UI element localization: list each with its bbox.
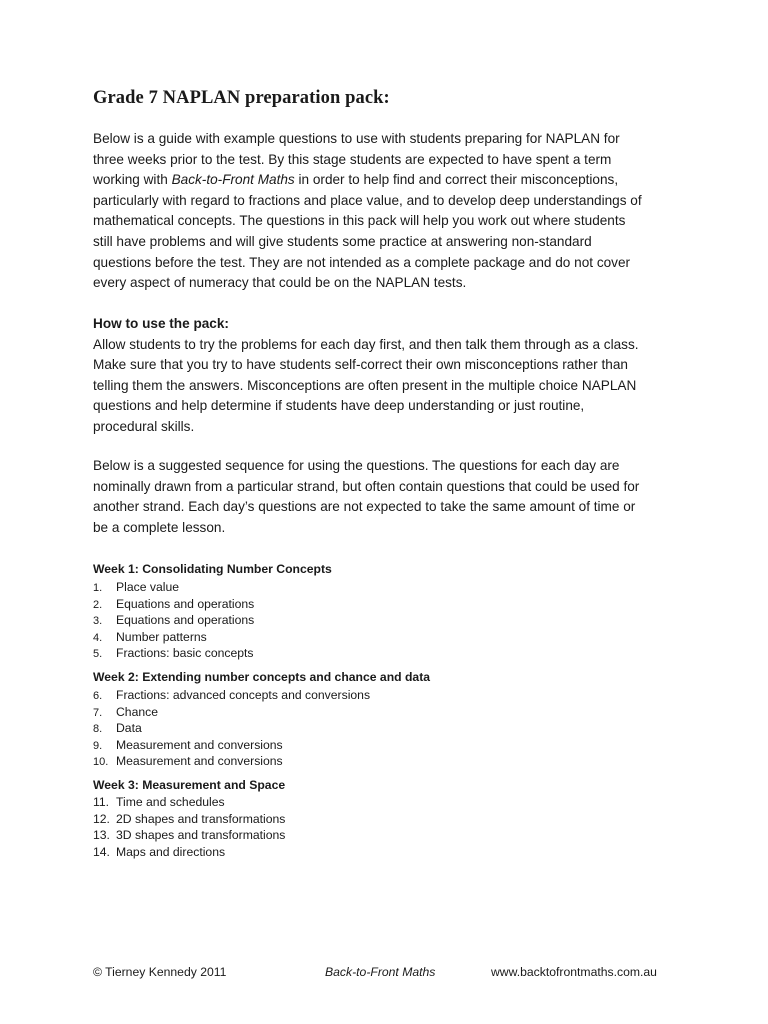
item-number: 7. (93, 706, 103, 719)
copyright-text: © Tierney Kennedy 2011 (93, 965, 227, 979)
list-item (93, 794, 285, 811)
intro-text: working with (93, 172, 172, 188)
brand-name: Back-to-Front Maths (325, 965, 436, 979)
how-to-use-line: procedural skills. (93, 418, 195, 434)
list-item (93, 579, 254, 596)
item-label: Place value (116, 580, 180, 594)
intro-line: still have problems and will give students some practice at answering non-standard (93, 233, 592, 249)
sequence-line: nominally drawn from a particular strand, but often contain questions that could be used for (93, 478, 640, 494)
item-label: Measurement and conversions (116, 754, 283, 768)
item-label: Measurement and conversions (116, 737, 283, 752)
how-to-use-line: Make sure that you try to have students self-correct their own misconceptions rather than (93, 357, 628, 373)
item-label: 3D shapes and transformations (116, 828, 286, 842)
item-label: Number patterns (116, 629, 207, 644)
intro-line: particularly with regard to fractions and place value, and to develop deep understandings of (93, 192, 642, 208)
item-number: 13. (93, 828, 110, 842)
page-footer (93, 963, 683, 981)
sequence-line: be a complete lesson. (93, 519, 226, 535)
list-item (93, 827, 285, 844)
how-to-use-heading: How to use the pack: (93, 316, 229, 331)
item-number: 12. (93, 811, 110, 826)
list-item (93, 844, 285, 861)
sequence-line: Below is a suggested sequence for using the questions. The questions for each day are (93, 458, 620, 473)
intro-line: questions before the test. They are not intended as a complete package and do not cover (93, 254, 631, 270)
list-item (93, 687, 370, 704)
item-number: 10. (93, 756, 109, 768)
list-item (93, 737, 370, 754)
book-title: Back-to-Front Maths (171, 172, 295, 188)
week-2-heading: Week 2: Extending number concepts and chance and data (93, 670, 431, 684)
intro-line: three weeks prior to the test. By this stage students are expected to have spent a term (93, 151, 612, 167)
intro-line: mathematical concepts. The questions in this pack will help you work out where students (93, 213, 626, 229)
item-label: Maps and directions (116, 844, 226, 859)
item-number: 1. (93, 582, 103, 594)
item-label: Chance (116, 704, 159, 719)
item-number: 8. (93, 723, 103, 735)
list-item (93, 629, 254, 646)
list-item (93, 811, 285, 828)
week-3-heading: Week 3: Measurement and Space (93, 778, 286, 792)
list-item (93, 720, 370, 737)
week-1-heading: Week 1: Consolidating Number Concepts (93, 562, 332, 576)
list-item (93, 596, 254, 613)
item-number: 11. (93, 795, 110, 809)
item-label: Equations and operations (116, 613, 255, 627)
intro-line: every aspect of numeracy that could be on the NAPLAN tests. (93, 275, 467, 291)
page-title: Grade 7 NAPLAN preparation pack: (93, 88, 390, 108)
how-to-use-line: questions and help determine if students have deep understanding or just routine, (93, 398, 585, 414)
list-item (93, 753, 370, 770)
item-label: Time and schedules (116, 795, 225, 809)
item-label: Fractions: advanced concepts and conversions (116, 688, 371, 702)
sequence-paragraph (93, 456, 683, 538)
intro-text: in order to help find and correct their misconceptions, (294, 172, 619, 188)
item-number: 2. (93, 598, 103, 611)
week-1-list (93, 579, 254, 662)
item-number: 9. (93, 739, 103, 752)
item-number: 5. (93, 648, 103, 660)
intro-line (93, 170, 683, 191)
how-to-use-line: Allow students to try the problems for each day first, and then talk them through as a class. (93, 336, 639, 352)
item-label: Equations and operations (116, 596, 255, 611)
intro-line: Below is a guide with example questions to use with students preparing for NAPLAN for (93, 131, 620, 146)
list-item (93, 704, 370, 721)
list-item (93, 645, 254, 662)
sequence-line: another strand. Each day’s questions are not expected to take the same amount of time or (93, 499, 636, 515)
how-to-use-section (93, 314, 683, 438)
week-2-list (93, 687, 370, 770)
website-url: www.backtofrontmaths.com.au (491, 965, 657, 979)
intro-paragraph (93, 129, 683, 294)
item-number: 14. (93, 844, 110, 859)
item-label: Data (116, 721, 142, 735)
item-number: 6. (93, 690, 103, 702)
item-number: 4. (93, 631, 103, 644)
list-item (93, 612, 254, 629)
item-number: 3. (93, 615, 103, 627)
how-to-use-line: telling them the answers. Misconceptions are often present in the multiple choice NAPLAN (93, 377, 637, 393)
week-3-list (93, 794, 285, 860)
item-label: 2D shapes and transformations (116, 811, 286, 826)
item-label: Fractions: basic concepts (116, 646, 254, 660)
